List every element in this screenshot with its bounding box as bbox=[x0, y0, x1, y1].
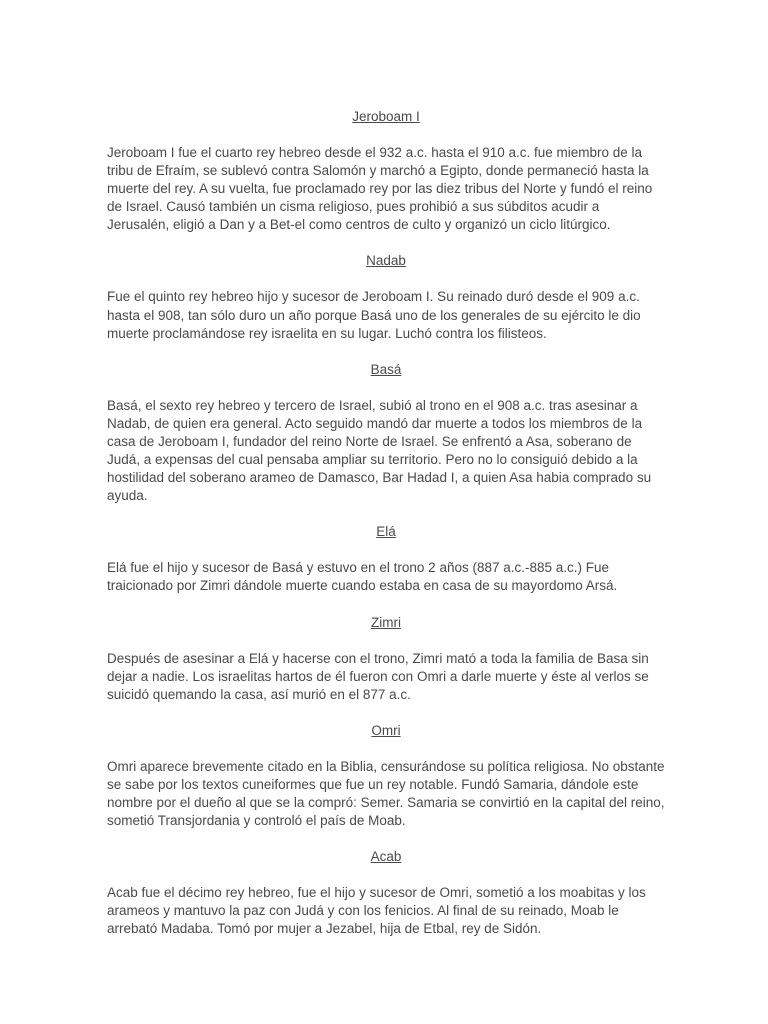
section-paragraph: Basá, el sexto rey hebreo y tercero de Israel, subió al trono en el 908 a.c. tras asesinar a Nadab, de quien era general. Acto seguido mandó dar muerte a todos los miembros de la casa de Jeroboam I, fundador del reino Norte de Israel. Se enfrentó a Asa, soberano de Judá, a expensas del cual pensaba ampliar su territorio. Pero no lo consiguió debido a la hostilidad del soberano arameo de Damasco, Bar Hadad I, a quien Asa habia comprado su ayuda. bbox=[107, 397, 652, 504]
document-body bbox=[107, 108, 665, 956]
section-jeroboam bbox=[107, 108, 665, 234]
section-paragraph: Omri aparece brevemente citado en la Biblia, censurándose su política religiosa. No obstante se sabe por los textos cuneiformes que fue un rey notable. Fundó Samaria, dándole este nombre por el dueño al que se la compró: Semer. Samaria se convirtió en la capital del reino, sometió Transjordania y controló el país de Moab. bbox=[107, 758, 665, 829]
section-title: Elá bbox=[376, 524, 396, 540]
section-title: Omri bbox=[371, 722, 401, 738]
section-paragraph: Elá fue el hijo y sucesor de Basá y estuvo en el trono 2 años (887 a.c.-885 a.c.) Fue traicionado por Zimri dándole muerte cuando estaba en casa de su mayordomo Arsá. bbox=[107, 560, 618, 594]
section-title: Nadab bbox=[366, 253, 406, 269]
section-nadab bbox=[107, 252, 665, 342]
section-ela bbox=[107, 523, 665, 595]
section-paragraph: Después de asesinar a Elá y hacerse con el trono, Zimri mató a toda la familia de Basa sin dejar a nadie. Los israelitas hartos de él fueron con Omri a darle muerte y éste al verlos se suicidó quemando la casa, así murió en el 877 a.c. bbox=[107, 650, 649, 702]
section-title: Jeroboam I bbox=[352, 109, 420, 124]
section-title: Basá bbox=[370, 361, 402, 377]
section-title: Acab bbox=[370, 849, 402, 865]
section-paragraph: Jeroboam I fue el cuarto rey hebreo desde el 932 a.c. hasta el 910 a.c. fue miembro de la tribu de Efraím, se sublevó contra Salomón y marchó a Egipto, donde permaneció hasta la muerte del rey. A su vuelta, fue proclamado rey por las diez tribus del Norte y fundó el reino de Israel. Causó también un cisma religioso, pues prohibió a sus súbditos acudir a Jerusalén, eligió a Dan y a Bet-el como centros de culto y organizó un ciclo litúrgico. bbox=[107, 145, 653, 233]
section-title: Zimri bbox=[371, 614, 401, 630]
section-paragraph: Fue el quinto rey hebreo hijo y sucesor de Jeroboam I. Su reinado duró desde el 909 a.c. hasta el 908, tan sólo duro un año porque Basá uno de los generales de su ejército le dio muerte proclamándose rey israelita en su lugar. Luchó contra los filisteos. bbox=[107, 289, 641, 341]
section-basa bbox=[107, 361, 665, 506]
section-paragraph: Acab fue el décimo rey hebreo, fue el hijo y sucesor de Omri, sometió a los moabitas y los arameos y mantuvo la paz con Judá y con los fenicios. Al final de su reinado, Moab le arrebató Madaba. Tomó por mujer a Jezabel, hija de Etbal, rey de Sidón. bbox=[107, 885, 646, 937]
section-omri bbox=[107, 722, 665, 830]
section-acab bbox=[107, 848, 665, 938]
section-zimri bbox=[107, 614, 665, 704]
